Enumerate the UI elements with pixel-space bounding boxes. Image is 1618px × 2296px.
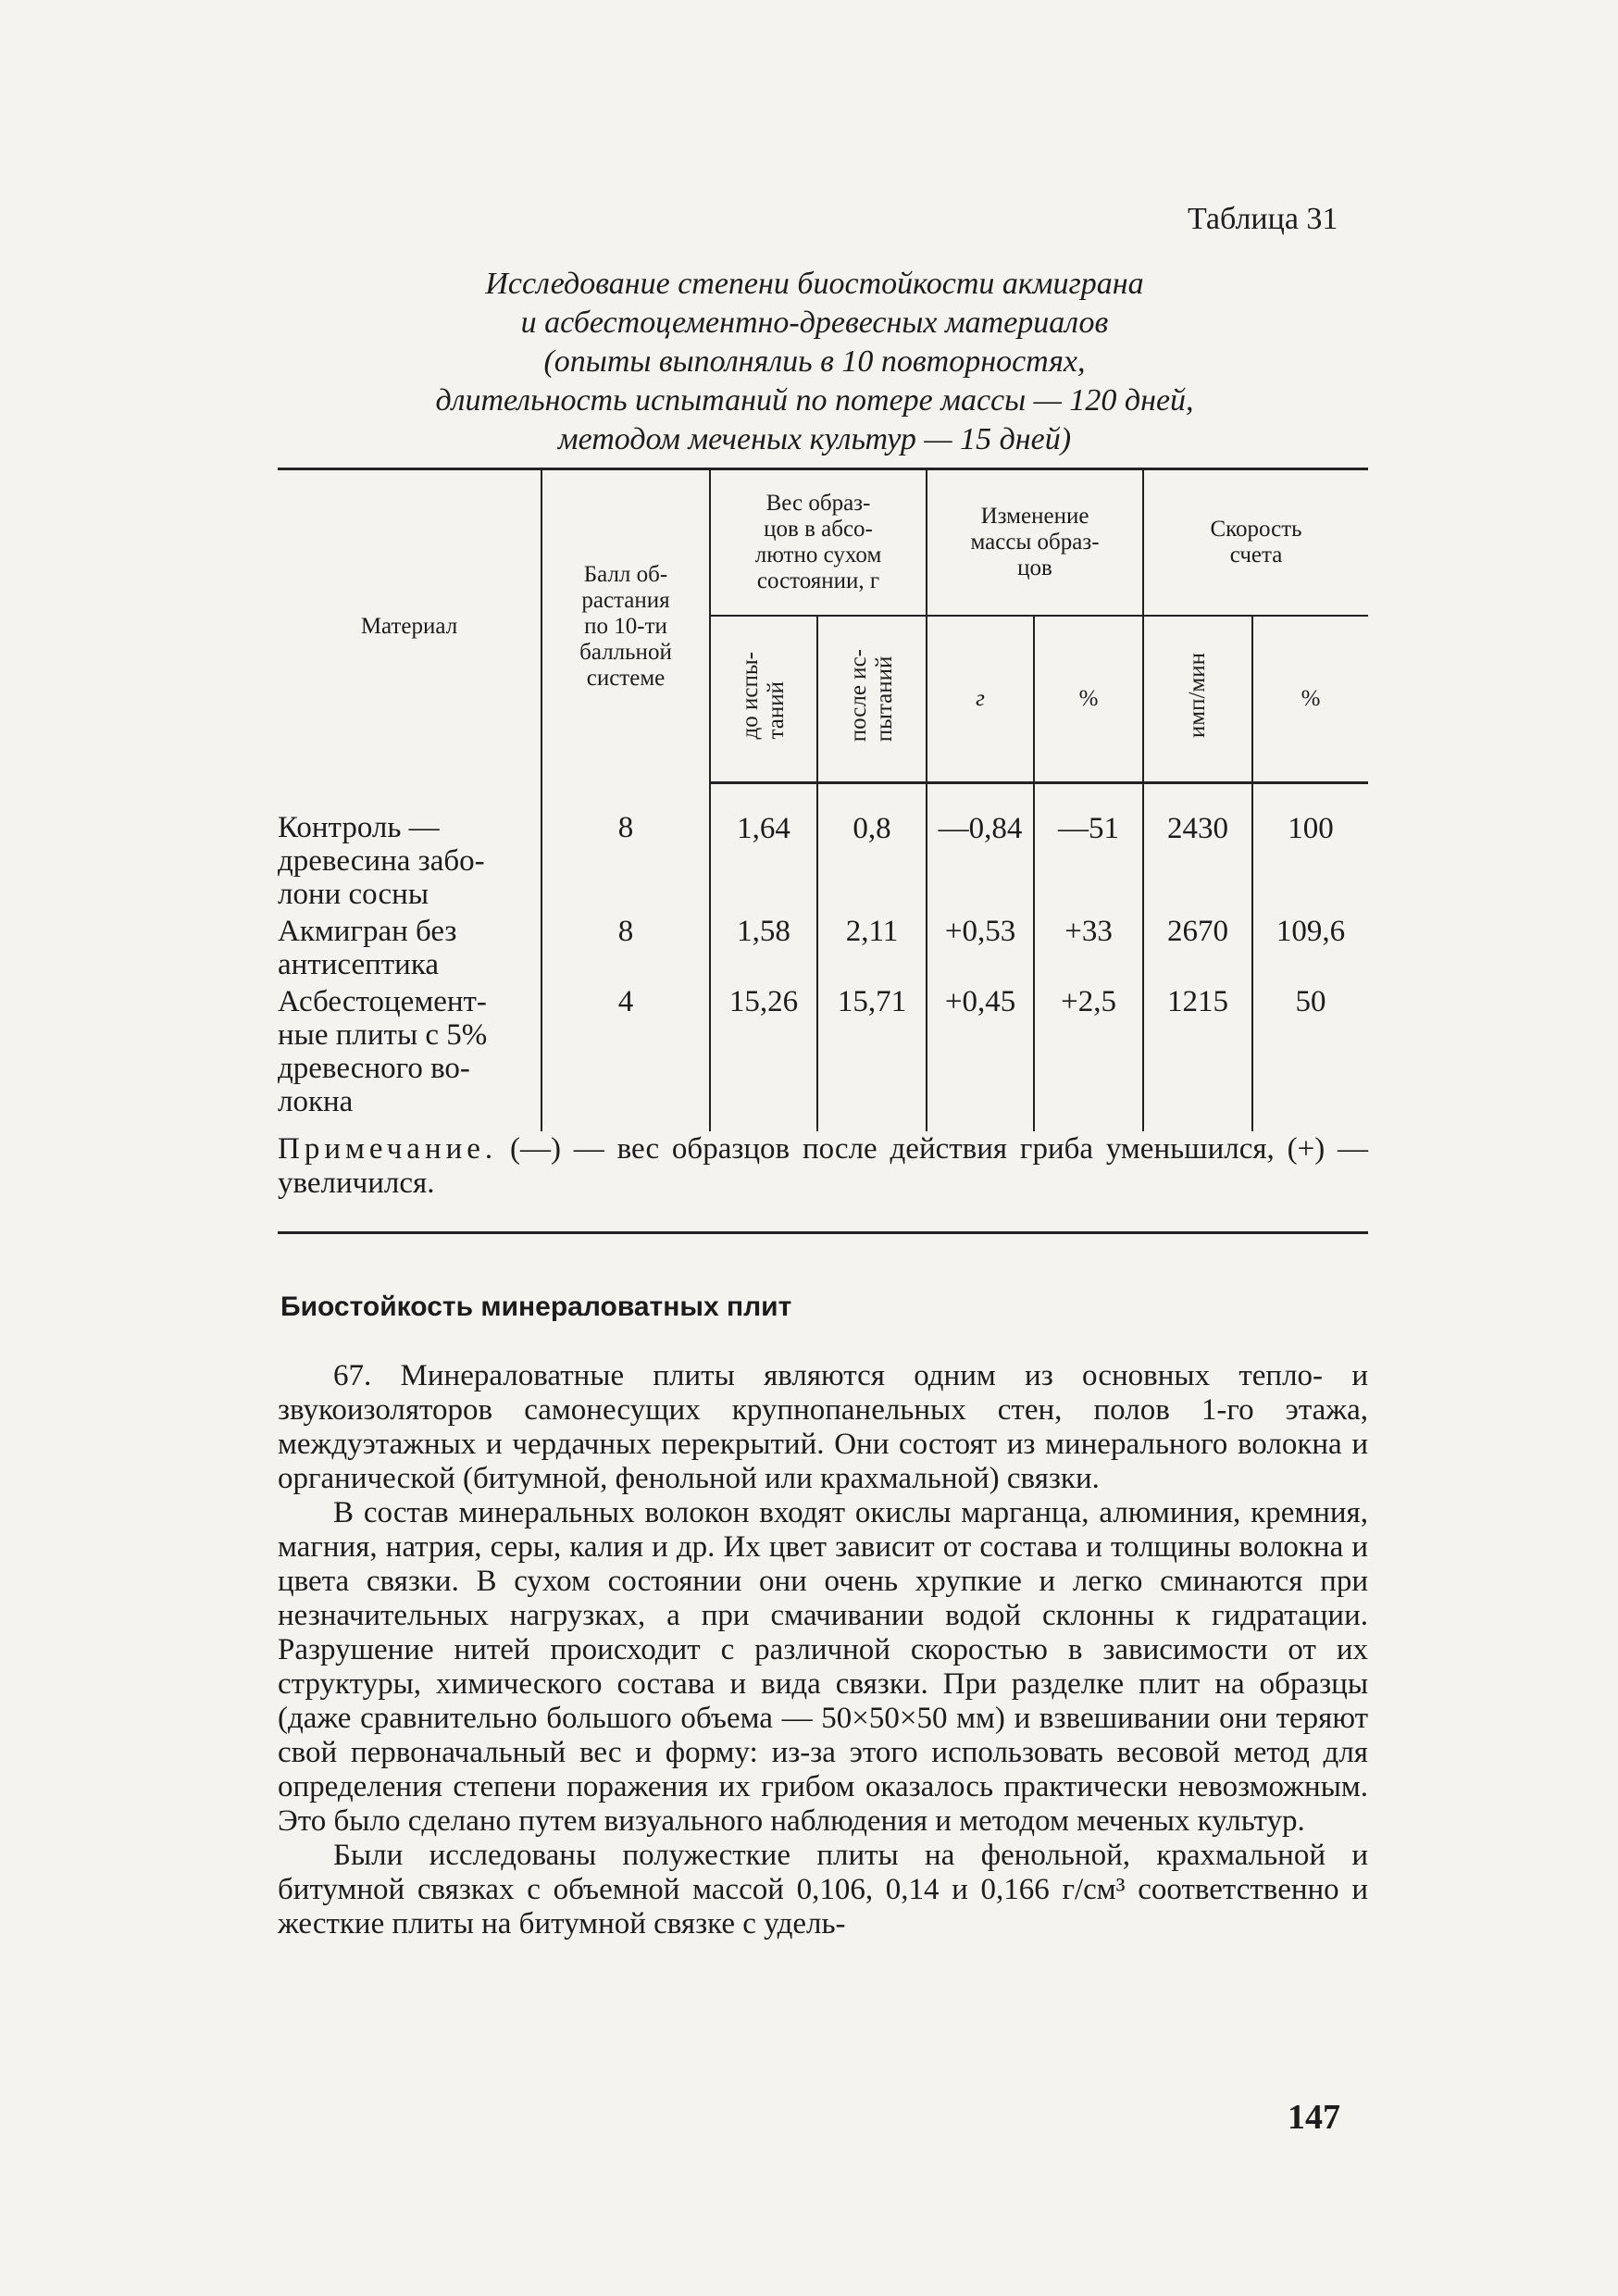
cell-score: 4	[541, 981, 710, 1131]
cell-pct: 50	[1252, 981, 1368, 1131]
cell-pct: 109,6	[1252, 911, 1368, 981]
table-caption	[333, 265, 1296, 459]
cell-score: 8	[541, 783, 710, 911]
cell-score: 8	[541, 911, 710, 981]
cell-change-g: —0,84	[927, 783, 1034, 911]
note-lead: Примечание.	[278, 1132, 498, 1166]
cell-imp: 1215	[1143, 981, 1252, 1131]
caption-line: и асбестоцементно-древесных материалов	[520, 306, 1109, 340]
cell-pct: 100	[1252, 783, 1368, 911]
header-weight-before: до испы- таний	[710, 616, 817, 783]
section-title: Биостойкость минераловатных плит	[280, 1292, 792, 1322]
header-change-group: Изменение массы образ- цов	[927, 469, 1143, 617]
cell-after: 15,71	[817, 981, 927, 1131]
cell-material: Акмигран без антисептика	[278, 914, 457, 981]
header-rate-pct: %	[1252, 616, 1368, 783]
cell-change-pct: +33	[1034, 911, 1143, 981]
cell-after: 2,11	[817, 911, 927, 981]
cell-change-pct: —51	[1034, 783, 1143, 911]
cell-before: 1,64	[710, 783, 817, 911]
header-change-pct: %	[1034, 616, 1143, 783]
body-text	[278, 1359, 1368, 1941]
divider	[278, 1231, 1368, 1234]
header-material: Материал	[278, 469, 541, 783]
cell-change-pct: +2,5	[1034, 981, 1143, 1131]
cell-change-g: +0,53	[927, 911, 1034, 981]
table-row	[278, 783, 1368, 911]
cell-material: Асбестоцемент- ные плиты с 5% древесного во- локна	[278, 984, 488, 1118]
caption-line: длительность испытаний по потере массы — 120 дней,	[435, 383, 1194, 418]
header-change-g: г	[927, 616, 1034, 783]
table-row	[278, 911, 1368, 981]
header-rate-group: Скорость счета	[1143, 469, 1368, 617]
note-text: (—) — вес образцов после действия гриба уменьшился, (+) — увеличился.	[278, 1132, 1368, 1200]
caption-line: Исследование степени биостойкости акмиграна	[485, 267, 1144, 301]
table-note	[278, 1132, 1368, 1201]
header-score: Балл об- растания по 10-ти балльной системе	[541, 469, 710, 783]
caption-line: (опыты выполнялиь в 10 повторностях,	[543, 344, 1086, 379]
data-table	[278, 468, 1368, 1131]
caption-line: методом меченых культур — 15 дней)	[557, 422, 1072, 456]
cell-imp: 2430	[1143, 783, 1252, 911]
paragraph: 67. Минераловатные плиты являются одним из основных тепло- и звукоизоляторов самонесущих крупнопанельных стен, полов 1-го этажа, междуэтажных и чердачных перекрытий. Они состоят из минерального волокна и органической (битумной, фенольной или крахмальной) связки.	[278, 1359, 1368, 1495]
table-label: Таблица 31	[1188, 202, 1338, 236]
cell-after: 0,8	[817, 783, 927, 911]
cell-material: Контроль — древесина забо- лони сосны	[278, 810, 485, 911]
paragraph: Были исследованы полужесткие плиты на фенольной, крахмальной и битумной связках с объемной массой 0,106, 0,14 и 0,166 г/см³ соответственно и жесткие плиты на битумной связке с удель-	[278, 1839, 1368, 1940]
cell-before: 1,58	[710, 911, 817, 981]
cell-before: 15,26	[710, 981, 817, 1131]
header-weight-group: Вес образ- цов в абсо- лютно сухом состоянии, г	[710, 469, 927, 617]
paragraph: В состав минеральных волокон входят окислы марганца, алюминия, кремния, магния, натрия, серы, калия и др. Их цвет зависит от состава и толщины волокна и цвета связки. В сухом состоянии они очень хрупкие и легко сминаются при незначительных нагрузках, а при смачивании водой склонны к гидратации. Разрушение нитей происходит с различной скоростью в зависимости от их структуры, химического состава и вида связки. При разделке плит на образцы (даже сравнительно большого объема — 50×50×50 мм) и взвешивании они теряют свой первоначальный вес и форму: из-за этого использовать весовой метод для определения степени поражения их грибом оказалось практически невозможным. Это было сделано путем визуального наблюдения и методом меченых культур.	[278, 1496, 1368, 1838]
header-weight-after: после ис- пытаний	[817, 616, 927, 783]
cell-imp: 2670	[1143, 911, 1252, 981]
data-table-container	[278, 468, 1368, 1131]
table-row	[278, 981, 1368, 1131]
header-rate-imp: имп/мин	[1143, 616, 1252, 783]
page-number: 147	[1288, 2098, 1340, 2137]
cell-change-g: +0,45	[927, 981, 1034, 1131]
